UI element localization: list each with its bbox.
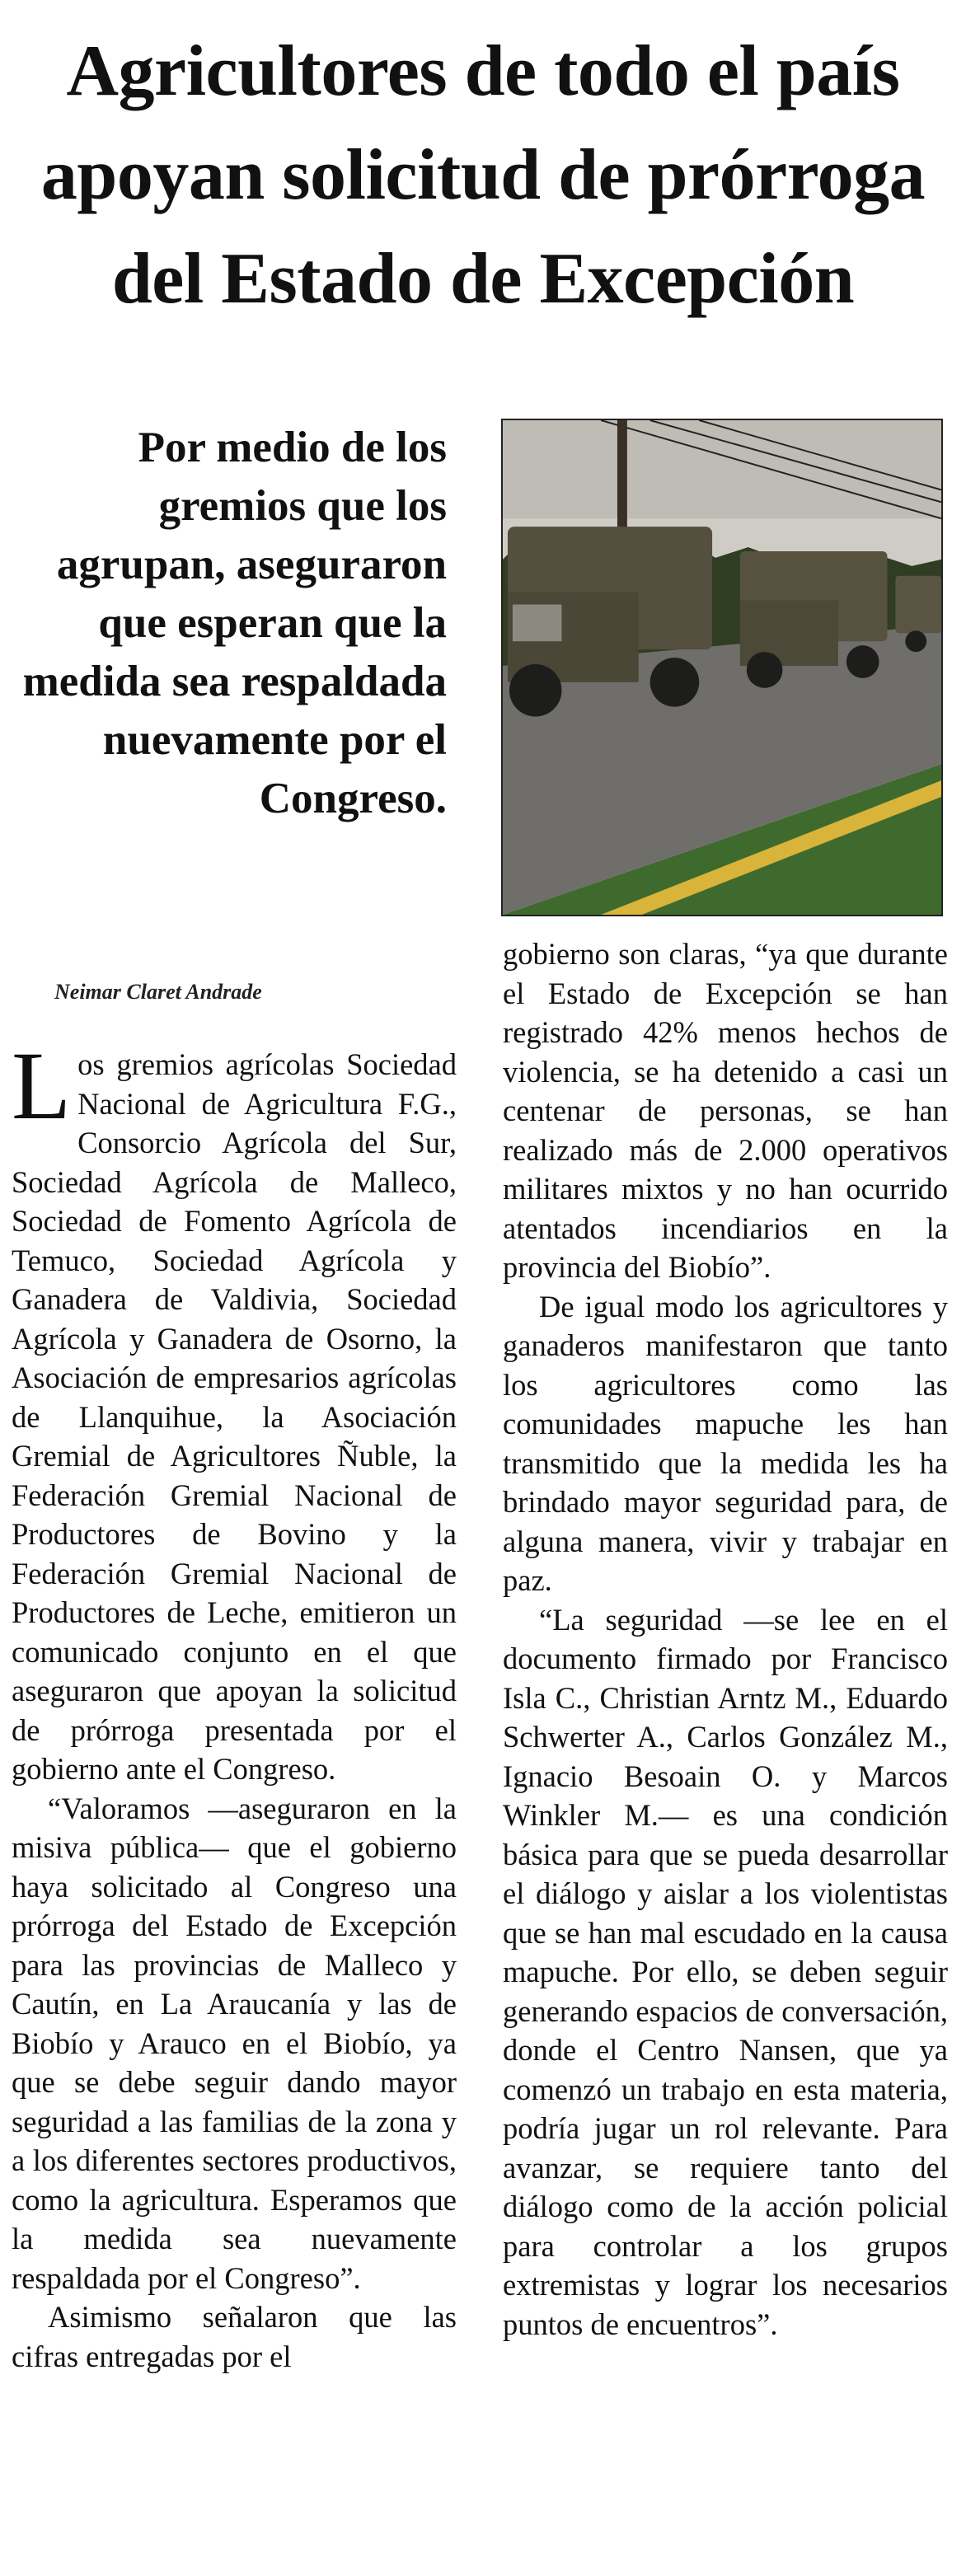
paragraph: Asimismo señalaron que las cifras entregadas por el [12,2300,457,2373]
paragraph: “La seguridad —se lee en el documento firmado por Francisco Isla C., Christian Arntz M., Eduardo Schwerter A., Carlos González M., Ignacio Besoain O. y Marcos Winkler M.— es una condición básica para que se pueda desarrollar el diálogo y aislar a los violentistas que se han mal escudado en la causa mapuche. Por ello, se deben seguir generando espacios de conversación, donde el Centro Nansen, que ya comenzó un trabajo en esta materia, podría jugar un rol relevante. Para avanzar, se requiere tanto del diálogo como de la acción policial para controlar a los grupos extremistas y lograr los necesarios puntos de encuentros”. [503,1602,948,2341]
dropcap: L [12,1032,72,1140]
subheadline: Por medio de los gremios que los agrupan, aseguraron que esperan que la medida sea respaldada nuevamente por el Congreso. [22,424,447,822]
paragraph: “Valoramos —aseguraron en la misiva pública— que el gobierno haya solicitado al Congreso una prórroga del Estado de Excepción para las provincias de Malleco y Cautín, en La Araucanía y las de Biobío y Arauco en el Biobío, ya que se debe seguir dando mayor seguridad a las familias de la zona y a los diferentes sectores productivos, como la agricultura. Esperamos que la medida sea nuevamente respaldada por el Congreso”. [12,1791,457,2295]
military-trucks-image [503,420,941,915]
paragraph [12,1032,457,1789]
article-column-right [503,934,948,2344]
paragraph: De igual modo los agricultores y ganaderos manifestaron que tanto los agricultores como las comunidades mapuche les han transmitido que la medida les ha brindado mayor seguridad para, de alguna manera, vivir y trabajar en paz. [503,1289,948,1597]
paragraph: gobierno son claras, “ya que durante el Estado de Excepción se han registrado 42% menos hechos de violencia, se ha detenido a casi un centenar de personas, se han realizado más de 2.000 operativos militares mixtos y no han ocurrido atentados incendiarios en la provincia del Biobío”. [503,937,948,1284]
headline: Agricultores de todo el país apoyan solicitud de prórroga del Estado de Excepción [40,31,926,319]
byline: Neimar Claret Andrade [54,980,262,1004]
paragraph-text: os gremios agrícolas Sociedad Nacional de Agricultura F.G., Consorcio Agrícola del Sur, Sociedad Agrícola de Malleco, Sociedad de Fomento Agrícola de Temuco, Sociedad Agrícola y Ganadera de Valdivia, Sociedad Agrícola y Ganadera de Osorno, la Asociación de empresarios agrícolas de Llanquihue, la Asociación Gremial de Agricultores Ñuble, la Federación Gremial Nacional de Productores de Bovino y la Federación Gremial Nacional de Productores de Leche, emitieron un comunicado conjunto en el que aseguraron que apoyan la solicitud de prórroga presentada por el gobierno ante el Congreso. [12,1047,457,1786]
article-photo [501,419,943,916]
article-column-left [12,1032,457,2376]
